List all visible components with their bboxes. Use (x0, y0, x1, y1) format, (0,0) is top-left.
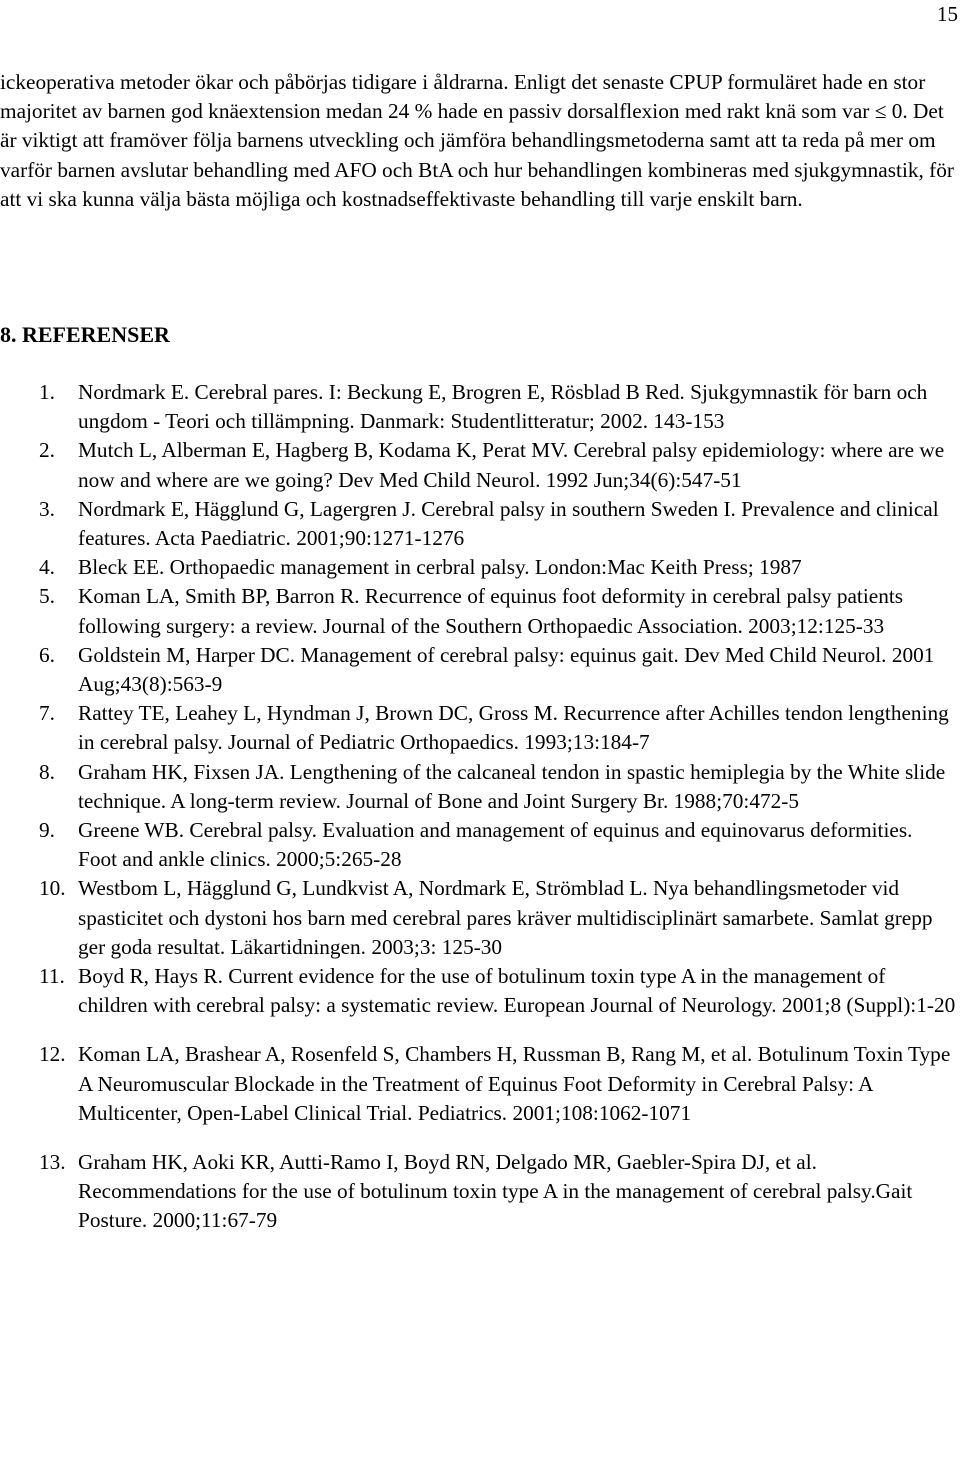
reference-item (0, 874, 956, 962)
reference-number: 9. (39, 818, 55, 843)
reference-text: Nordmark E, Hägglund G, Lagergren J. Cerebral palsy in southern Sweden I. Prevalence and clinical features. Acta Paediatric. 2001;90:1271-1276 (78, 496, 939, 551)
reference-item (0, 816, 956, 874)
reference-number: 1. (39, 380, 55, 404)
reference-item (0, 553, 956, 582)
reference-number: 2. (39, 438, 55, 463)
reference-text: Koman LA, Brashear A, Rosenfeld S, Chambers H, Russman B, Rang M, et al. Botulinum Toxin Type A Neuromuscular Blockade in the Treatment of Equinus Foot Deformity in Cerebral Palsy: A Multicenter, Open-Label Clinical Trial. Pediatrics. 2001;108:1062-1071 (78, 1042, 951, 1125)
section-heading: 8. REFERENSER (0, 322, 170, 347)
reference-number: 10. (39, 876, 66, 901)
reference-item (0, 699, 956, 757)
reference-number: 8. (39, 759, 55, 784)
reference-number: 13. (39, 1150, 66, 1175)
reference-number: 3. (39, 496, 55, 521)
reference-number: 11. (39, 964, 65, 989)
reference-item (0, 962, 956, 1020)
reference-number: 4. (39, 555, 55, 580)
reference-text: Nordmark E. Cerebral pares. I: Beckung E, Brogren E, Rösblad B Red. Sjukgymnastik för barn och ungdom - Teori och tillämpning. Danmark: Studentlitteratur; 2002. 143-153 (78, 380, 928, 434)
reference-item (0, 582, 956, 640)
reference-text: Graham HK, Aoki KR, Autti-Ramo I, Boyd RN, Delgado MR, Gaebler-Spira DJ, et al. Recommendations for the use of botulinum toxin type A in the management of cerebral palsy.Gait Posture. 2000;11:67-79 (78, 1150, 913, 1233)
reference-item (0, 378, 956, 436)
reference-text: Greene WB. Cerebral palsy. Evaluation and management of equinus and equinovarus deformities. Foot and ankle clinics. 2000;5:265-28 (78, 818, 913, 872)
reference-text: Graham HK, Fixsen JA. Lengthening of the calcaneal tendon in spastic hemiplegia by the White slide technique. A long-term review. Journal of Bone and Joint Surgery Br. 1988;70:472-5 (78, 759, 946, 813)
page-number: 15 (937, 2, 958, 26)
reference-number: 5. (39, 584, 55, 609)
reference-item (0, 436, 956, 494)
body-paragraph: ickeoperativa metoder ökar och påbörjas tidigare i åldrarna. Enligt det senaste CPUP formuläret hade en stor majoritet av barnen god knäextension medan 24 % hade en passiv dorsalflexion med rakt knä som var ≤ 0. Det är viktigt att framöver följa barnens utveckling och jämföra behandlingsmetoderna samt att ta reda på mer om varför barnen avslutar behandling med AFO och BtA och hur behandlingen kombineras med sjukgymnastik, för att vi ska kunna välja bästa möjliga och kostnadseffektivaste behandling till varje enskilt barn. (0, 70, 955, 211)
reference-item (0, 1148, 956, 1236)
reference-item (0, 1040, 956, 1128)
reference-item (0, 758, 956, 816)
reference-text: Koman LA, Smith BP, Barron R. Recurrence of equinus foot deformity in cerebral palsy patients following surgery: a review. Journal of the Southern Orthopaedic Association. 2003;12:125-33 (78, 584, 904, 638)
reference-text: Goldstein M, Harper DC. Management of cerebral palsy: equinus gait. Dev Med Child Neurol. 2001 Aug;43(8):563-9 (78, 642, 935, 697)
reference-text: Mutch L, Alberman E, Hagberg B, Kodama K, Perat MV. Cerebral palsy epidemiology: where are we now and where are we going? Dev Med Child Neurol. 1992 Jun;34(6):547-51 (78, 438, 945, 492)
reference-number: 6. (39, 642, 55, 667)
reference-text: Rattey TE, Leahey L, Hyndman J, Brown DC, Gross M. Recurrence after Achilles tendon lengthening in cerebral palsy. Journal of Pediatric Orthopaedics. 1993;13:184-7 (78, 701, 949, 755)
reference-text: Boyd R, Hays R. Current evidence for the use of botulinum toxin type A in the management of children with cerebral palsy: a systematic review. European Journal of Neurology. 2001;8 (Suppl):1-20 (78, 964, 956, 1018)
reference-item (0, 495, 956, 553)
reference-list (0, 378, 956, 1236)
reference-number: 7. (39, 701, 55, 726)
reference-text: Westbom L, Hägglund G, Lundkvist A, Nordmark E, Strömblad L. Nya behandlingsmetoder vid spasticitet och dystoni hos barn med cerebral pares kräver multidisciplinärt samarbete. Samlat grepp ger goda resultat. Läkartidningen. 2003;3: 125-30 (78, 876, 933, 959)
reference-item (0, 641, 956, 699)
reference-number: 12. (39, 1042, 66, 1067)
reference-text: Bleck EE. Orthopaedic management in cerbral palsy. London:Mac Keith Press; 1987 (78, 555, 802, 580)
